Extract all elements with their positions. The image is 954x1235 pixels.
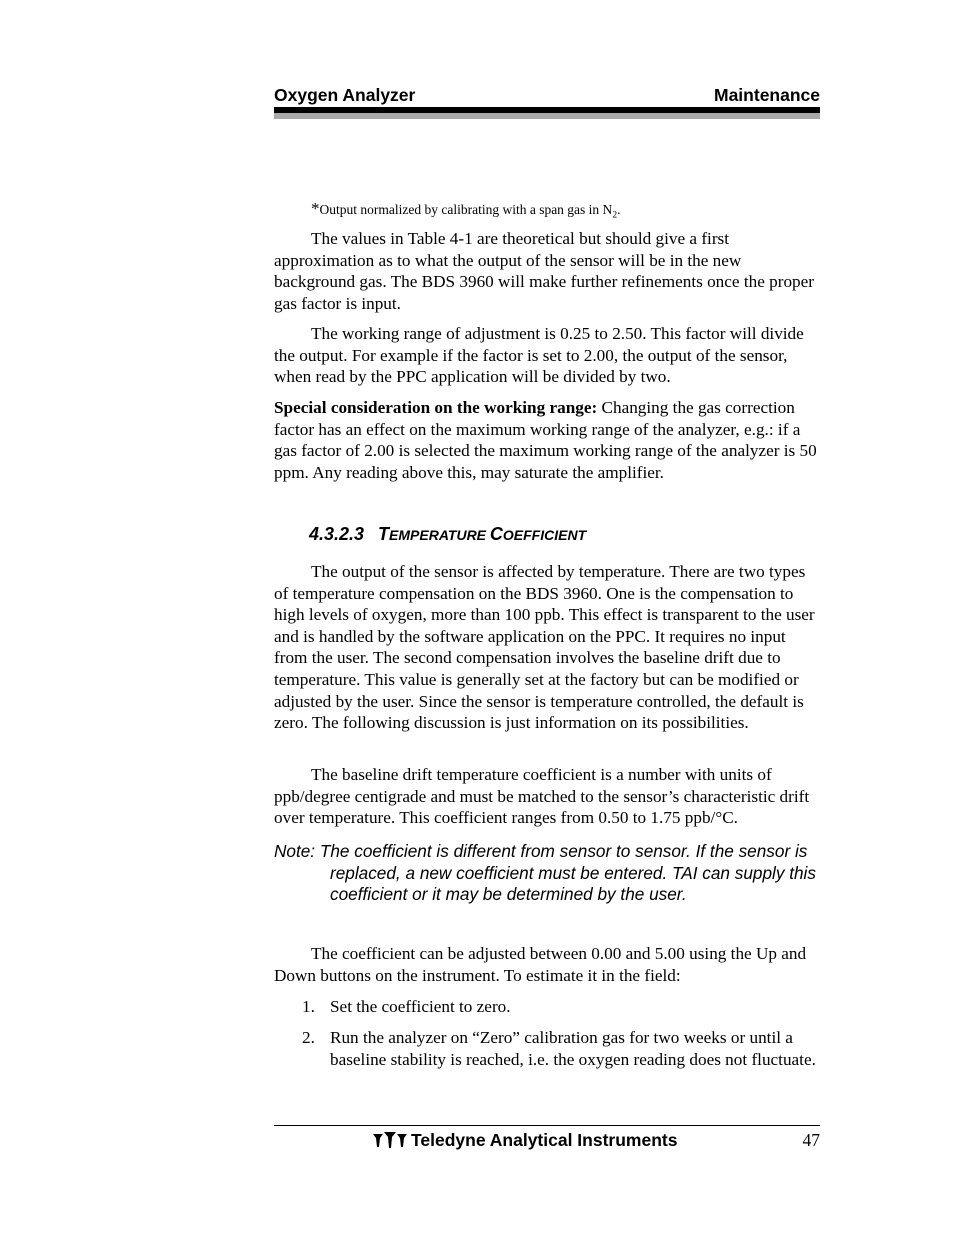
list-item-text: Run the analyzer on “Zero” calibration gas for two weeks or until a baseline stability is reached, i.e. the oxygen reading does not fluctuate.	[330, 1028, 816, 1069]
section-number: 4.3.2.3	[309, 524, 365, 544]
list-item	[274, 1027, 822, 1070]
paragraph-working-range: The working range of adjustment is 0.25 to 2.50. This factor will divide the output. For example if the factor is set to 2.00, the output of the sensor, when read by the PPC application will be divided by two.	[274, 324, 804, 387]
paragraph-temperature-effect: The output of the sensor is affected by temperature. There are two types of temperature compensation on the BDS 3960. One is the compensation to high levels of oxygen, more than 100 ppb. This effect is transparent to the user and is handled by the software application on the PPC. It requires no input from the user. The second compensation involves the baseline drift due to temperature. This value is generally set at the factory but can be modified or adjusted by the user. Since the sensor is temperature controlled, the default is zero. The following discussion is just information on its possibilities.	[274, 562, 815, 733]
header-shadow-rule	[274, 113, 820, 119]
footer-company: Teledyne Analytical Instruments	[411, 1130, 678, 1150]
header-title: Oxygen Analyzer	[274, 85, 416, 105]
special-consideration-text: Changing the gas correction factor has an effect on the maximum working range of the analyzer, e.g.: if a gas factor of 2.00 is selected the maximum working range of the analyzer is 50 ppm. Any reading above this, may saturate the amplifier.	[274, 398, 817, 482]
list-item	[274, 996, 822, 1018]
section-title-cap-1: T	[378, 524, 390, 544]
special-consideration-label: Special consideration on the working range:	[274, 398, 598, 417]
section-title-rest-2: OEFFICIENT	[502, 527, 587, 543]
paragraph-table-values: The values in Table 4-1 are theoretical but should give a first approximation as to what the output of the sensor will be in the new background gas. The BDS 3960 will make further refinements once the proper gas factor is input.	[274, 229, 814, 313]
paragraph-special-consideration	[274, 397, 822, 483]
paragraph-coefficient-adjust: The coefficient can be adjusted between 0.00 and 5.00 using the Up and Down buttons on the instrument. To estimate it in the field:	[274, 944, 807, 985]
footer-rule	[274, 1125, 820, 1126]
paragraph-drift-coefficient: The baseline drift temperature coefficient is a number with units of ppb/degree centigrade and must be matched to the sensor’s characteristic drift over temperature. This coefficient ranges from 0.50 to 1.75 ppb/°C.	[274, 765, 810, 828]
footnote-end: .	[617, 202, 621, 217]
section-heading	[309, 524, 586, 545]
footnote-text: Output normalized by calibrating with a span gas in N	[319, 202, 613, 217]
note-block: Note: The coefficient is different from sensor to sensor. If the sensor is replaced, a new coefficient must be entered. TAI can supply this coefficient or it may be determined by the user.	[274, 841, 816, 905]
section-title-rest-1: EMPERATURE	[389, 527, 490, 543]
footnote-asterisk: *	[311, 199, 320, 218]
teledyne-logo-icon	[373, 1131, 407, 1149]
table-footnote	[311, 199, 620, 221]
list-item-text: Set the coefficient to zero.	[330, 997, 511, 1016]
list-item-number: 2.	[302, 1028, 315, 1047]
list-item-number: 1.	[302, 997, 315, 1016]
header-section: Maintenance	[714, 85, 820, 105]
section-title-cap-2: C	[489, 524, 503, 544]
footnote-subscript: 2	[612, 210, 618, 221]
page-number: 47	[802, 1130, 820, 1150]
